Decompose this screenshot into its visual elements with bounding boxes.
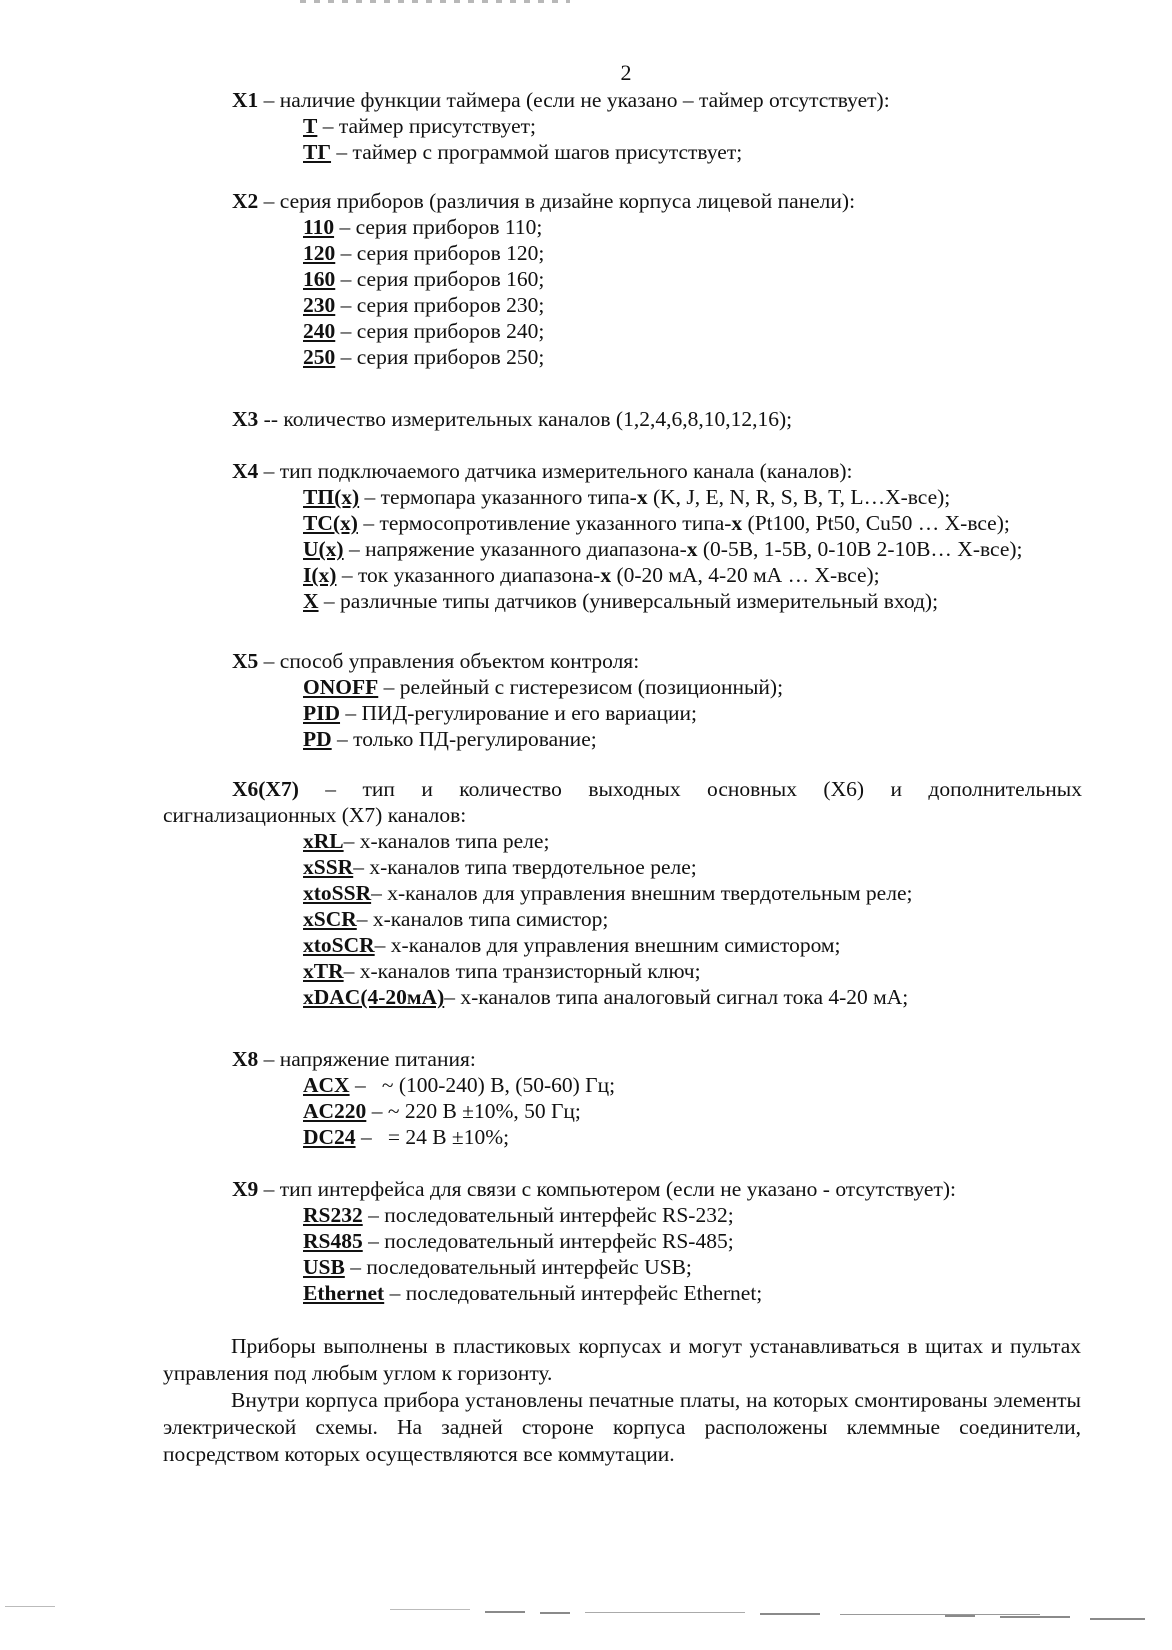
list-item: ТП(x) – термопара указанного типа-x (K, J, E, N, R, S, B, T, L…X-все); (303, 485, 951, 509)
section-x2-heading: X2 – серия приборов (различия в дизайне корпуса лицевой панели): (232, 189, 856, 213)
body-paragraph: Приборы выполнены в пластиковых корпусах и могут устанавливаться в щитах и пультах управления под любым углом к горизонту. (163, 1334, 1081, 1385)
section-label: X1 (232, 88, 259, 112)
section-label: X3 (232, 407, 259, 431)
list-item: I(x) – ток указанного диапазона-x (0-20 мА, 4-20 мА … X-все); (303, 563, 880, 587)
section-label: X2 (232, 189, 259, 213)
option-code: xSCR (303, 907, 357, 931)
option-code: Ethernet (303, 1281, 385, 1305)
option-code: TГ (303, 140, 332, 164)
section-x5-heading: X5 – способ управления объектом контроля: (232, 649, 640, 673)
section-x4-heading: X4 – тип подключаемого датчика измерительного канала (каналов): (232, 459, 853, 483)
section-x3-heading: X3 -- количество измерительных каналов (1,2,4,6,8,10,12,16); (232, 407, 793, 431)
option-code: ТП(x) (303, 485, 360, 509)
body-paragraph: Внутри корпуса прибора установлены печатные платы, на которых смонтированы элементы электрической схемы. На задней стороне корпуса расположены клеммные соединители, посредством которых осуществляются все коммутации. (163, 1388, 1081, 1466)
option-code: 120 (303, 241, 336, 265)
option-code: ТС(x) (303, 511, 358, 535)
option-code: PID (303, 701, 341, 725)
list-item: USB – последовательный интерфейс USB; (303, 1255, 692, 1279)
section-label: X5 (232, 649, 259, 673)
list-item: xRL– x-каналов типа реле; (303, 829, 550, 853)
section-x8-heading: X8 – напряжение питания: (232, 1047, 476, 1071)
list-item: xTR– x-каналов типа транзисторный ключ; (303, 959, 701, 983)
list-item: ACX – ~ (100-240) В, (50-60) Гц; (303, 1073, 616, 1097)
list-item: xDAC(4-20мА)– x-каналов типа аналоговый сигнал тока 4-20 мА; (303, 985, 909, 1009)
list-item: ONOFF – релейный с гистерезисом (позиционный); (303, 675, 784, 699)
option-code: xTR (303, 959, 344, 983)
option-code: I(x) (303, 563, 337, 587)
list-item: PD – только ПД-регулирование; (303, 727, 597, 751)
list-item: xSCR– x-каналов типа симистор; (303, 907, 609, 931)
option-code: 250 (303, 345, 336, 369)
option-code: xtoSCR (303, 933, 375, 957)
scan-artifact-bottom (0, 1600, 1150, 1614)
list-item: T – таймер присутствует; (303, 114, 536, 138)
section-x6x7-heading-cont: сигнализационных (X7) каналов: (163, 803, 467, 827)
section-label: X6(X7) (232, 777, 299, 801)
option-code: xSSR (303, 855, 354, 879)
option-code: RS485 (303, 1229, 363, 1253)
option-code: xRL (303, 829, 344, 853)
section-label: X9 (232, 1177, 259, 1201)
option-code: U(x) (303, 537, 344, 561)
list-item: AC220 – ~ 220 В ±10%, 50 Гц; (303, 1099, 581, 1123)
option-code: xDAC(4-20мА) (303, 985, 445, 1009)
list-item: RS232 – последовательный интерфейс RS-232; (303, 1203, 734, 1227)
option-code: T (303, 114, 318, 138)
option-code: USB (303, 1255, 345, 1279)
option-code: AC220 (303, 1099, 367, 1123)
list-item: U(x) – напряжение указанного диапазона-x (0-5В, 1-5В, 0-10В 2-10В… X-все); (303, 537, 1023, 561)
section-x6x7-heading: X6(X7) – тип и количество выходных основных (X6) и дополнительных (232, 777, 1082, 801)
option-code: ONOFF (303, 675, 379, 699)
section-label: X8 (232, 1047, 259, 1071)
list-item: 240 – серия приборов 240; (303, 319, 545, 343)
list-item: PID – ПИД-регулирование и его вариации; (303, 701, 697, 725)
list-item: 250 – серия приборов 250; (303, 345, 545, 369)
list-item: 230 – серия приборов 230; (303, 293, 545, 317)
option-code: xtoSSR (303, 881, 372, 905)
scan-artifact-top (300, 0, 570, 3)
section-label: X4 (232, 459, 259, 483)
option-code: DC24 (303, 1125, 356, 1149)
list-item: TГ – таймер с программой шагов присутствует; (303, 140, 743, 164)
list-item: xtoSCR– x-каналов для управления внешним симистором; (303, 933, 841, 957)
option-code: 230 (303, 293, 336, 317)
option-code: 110 (303, 215, 335, 239)
option-code: RS232 (303, 1203, 363, 1227)
list-item: ТС(x) – термосопротивление указанного типа-x (Pt100, Pt50, Cu50 … X-все); (303, 511, 1010, 535)
option-code: ACX (303, 1073, 350, 1097)
option-code: X (303, 589, 319, 613)
page-number: 2 (620, 60, 632, 85)
option-code: 160 (303, 267, 336, 291)
section-x1-heading: X1 – наличие функции таймера (если не указано – таймер отсутствует): (232, 88, 890, 112)
list-item: X – различные типы датчиков (универсальный измерительный вход); (303, 589, 939, 613)
option-code: 240 (303, 319, 336, 343)
section-x9-heading: X9 – тип интерфейса для связи с компьютером (если не указано - отсутствует): (232, 1177, 957, 1201)
list-item: xSSR– x-каналов типа твердотельное реле; (303, 855, 697, 879)
option-code: PD (303, 727, 332, 751)
list-item: 160 – серия приборов 160; (303, 267, 545, 291)
list-item: Ethernet – последовательный интерфейс Ethernet; (303, 1281, 763, 1305)
list-item: 110 – серия приборов 110; (303, 215, 543, 239)
list-item: DC24 – = 24 В ±10%; (303, 1125, 510, 1149)
list-item: 120 – серия приборов 120; (303, 241, 545, 265)
list-item: RS485 – последовательный интерфейс RS-485; (303, 1229, 734, 1253)
list-item: xtoSSR– x-каналов для управления внешним твердотельным реле; (303, 881, 913, 905)
